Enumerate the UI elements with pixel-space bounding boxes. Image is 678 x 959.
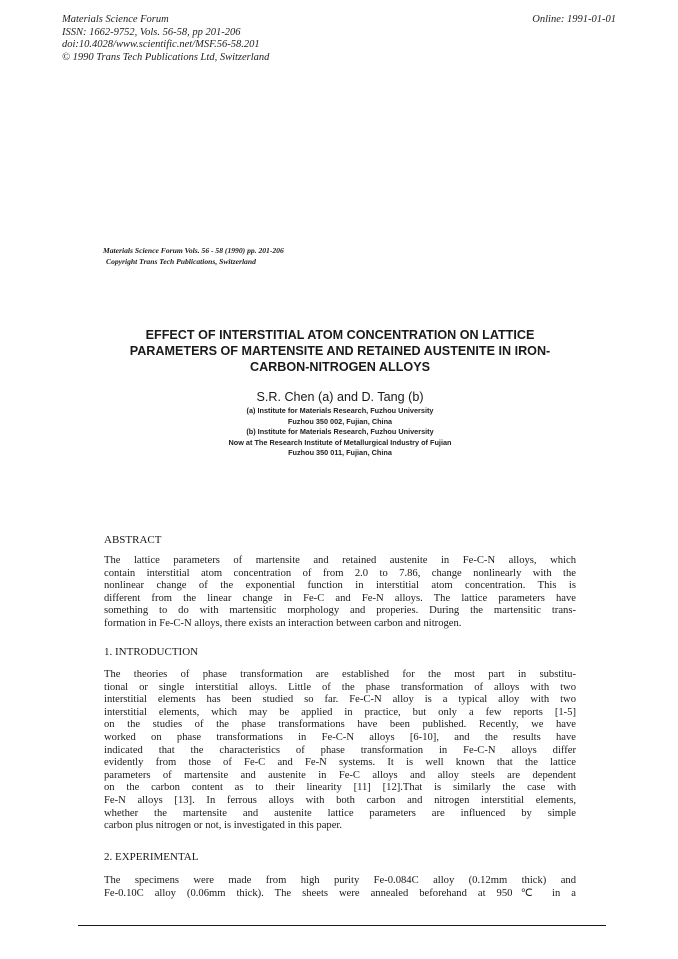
issn-line: ISSN: 1662-9752, Vols. 56-58, pp 201-206 [62, 26, 241, 38]
introduction-line: Fe-N alloys [13]. In ferrous alloys with both carbon and nitrogen interstitial elements, [104, 794, 576, 806]
journal-citation [103, 245, 284, 267]
abstract-line: contain interstitial atom concentration of from 2.0 to 7.86, change nonlinearly with the [104, 567, 576, 579]
experimental-body [104, 875, 576, 900]
introduction-line: parameters of martensite and austenite in Fe-C alloys and alloy steels are dependent [104, 769, 576, 781]
affiliation-line: Fuzhou 350 002, Fujian, China [287, 416, 393, 426]
affiliation-line: (b) Institute for Materials Research, Fuzhou University [246, 427, 434, 437]
introduction-line: worked on phase transformations in Fe-C-N alloys [6-10], and the results have [104, 731, 576, 743]
experimental-line: The specimens were made from high purity Fe-0.084C alloy (0.12mm thick) and [104, 875, 576, 886]
authors: S.R. Chen (a) and D. Tang (b) [256, 390, 424, 404]
introduction-line: interstitial elements, which may be applied in practice, but only a few reports [1-5] [104, 706, 576, 718]
introduction-line: tional or single interstitial alloys. Little of the phase transformation of alloys with two [104, 681, 576, 693]
abstract-line: different from the linear change in Fe-C and Fe-N alloys. The lattice parameters have [104, 592, 576, 604]
introduction-line: whether the martensite and austenite lattice parameters are influenced by simple [104, 807, 576, 819]
title-line: PARAMETERS OF MARTENSITE AND RETAINED AUSTENITE IN IRON- [129, 344, 551, 358]
citation-line: Materials Science Forum Vols. 56 - 58 (1990) pp. 201-206 [103, 246, 284, 255]
paper-title [90, 327, 590, 375]
introduction-line: on the studies of the phase transformations have been published. Recently, we have [104, 719, 576, 731]
introduction-line: evidently from those of Fe-C and Fe-N systems. It is well known that the lattice [104, 757, 576, 769]
introduction-body [104, 669, 576, 833]
introduction-line: carbon plus nitrogen or not, is investigated in this paper. [104, 820, 343, 832]
introduction-heading: 1. INTRODUCTION [104, 646, 199, 658]
experimental-line: Fe-0.10C alloy (0.06mm thick). The sheets were annealed beforehand at 950℃ in a [104, 887, 576, 899]
online-date: Online: 1991-01-01 [532, 14, 616, 25]
affiliation-line: (a) Institute for Materials Research, Fuzhou University [246, 406, 434, 415]
experimental-heading: 2. EXPERIMENTAL [104, 851, 199, 863]
title-line: CARBON-NITROGEN ALLOYS [249, 360, 431, 374]
doi-line: doi:10.4028/www.scientific.net/MSF.56-58.201 [62, 39, 260, 50]
abstract-heading: ABSTRACT [104, 534, 162, 546]
publication-metadata [62, 14, 269, 64]
abstract-body [104, 555, 576, 631]
affiliations [90, 406, 590, 459]
abstract-line: The lattice parameters of martensite and retained austenite in Fe-C-N alloys, which [104, 555, 576, 566]
introduction-line: The theories of phase transformation are established for the most part in substitu- [104, 669, 576, 680]
introduction-line: interstitial elements has been studied so far. Fe-C-N alloy is a typical alloy with two [104, 694, 576, 706]
affiliation-line: Now at The Research Institute of Metallurgical Industry of Fujian [228, 437, 452, 447]
abstract-line: formation in Fe-C-N alloys, there exists an interaction between carbon and nitrogen. [104, 617, 462, 629]
copyright-line: © 1990 Trans Tech Publications Ltd, Switzerland [62, 51, 270, 63]
abstract-line: something to do with martensitic morphology and properies. During the martensitic trans- [104, 605, 576, 617]
citation-copyright: Copyright Trans Tech Publications, Switzerland [106, 257, 256, 266]
title-line: EFFECT OF INTERSTITIAL ATOM CONCENTRATION ON LATTICE [145, 328, 535, 342]
footer-rule [78, 925, 606, 926]
affiliation-line: Fuzhou 350 011, Fujian, China [288, 448, 392, 458]
abstract-line: nonlinear change of the exponential function in interstitial atom concentration. This is [104, 580, 576, 592]
introduction-line: indicated that the characteristics of phase transformation in Fe-C-N alloys differ [104, 744, 576, 756]
journal-name: Materials Science Forum [62, 14, 169, 25]
introduction-line: on the carbon content as to their linearity [11] [12].That is similarly the case with [104, 782, 576, 794]
